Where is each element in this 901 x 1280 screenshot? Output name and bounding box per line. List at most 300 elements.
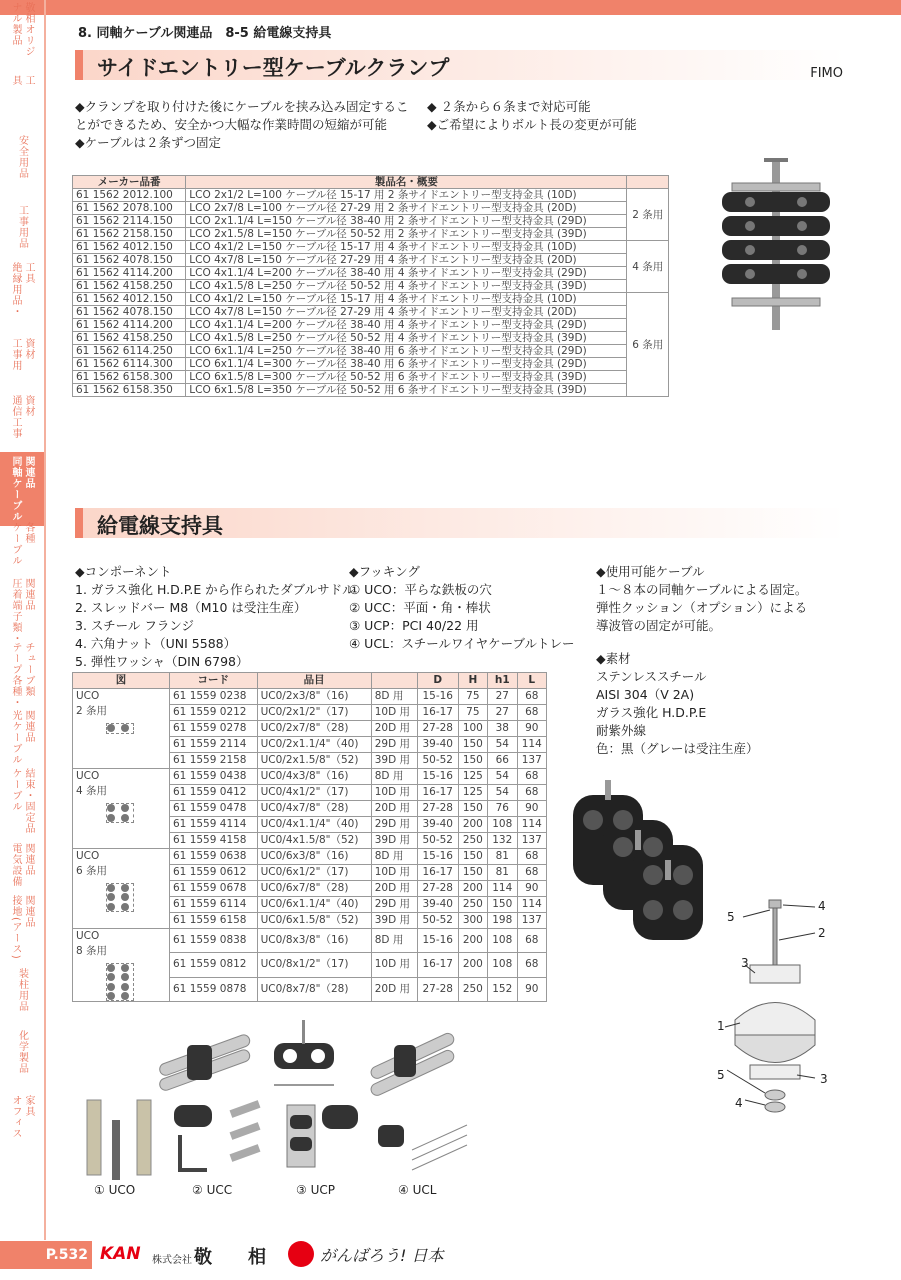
sidebar-item[interactable] xyxy=(0,2,44,57)
sidebar-item-label: テープ各種・ xyxy=(10,642,21,708)
item-cell: UC0/2x1.1/4"（40) xyxy=(257,737,371,753)
part-number-cell: 61 1562 4078.150 xyxy=(73,306,186,319)
part-number-cell: 61 1562 6114.300 xyxy=(73,358,186,371)
part-number-cell: 61 1562 6158.300 xyxy=(73,371,186,384)
description-cell: LCO 6x1.5/8 L=300 ケーブル径 50-52 用 6 条サイドエントリー型支持金具 (39D) xyxy=(186,371,627,384)
component-item: 4. 六角ナット（UNI 5588） xyxy=(75,636,237,651)
d-cell: 39-40 xyxy=(417,817,458,833)
sidebar-item[interactable] xyxy=(0,205,44,249)
material-item: AISI 304（V 2A) xyxy=(596,687,695,702)
page-title: サイドエントリー型ケーブルクランプ xyxy=(97,56,450,80)
h1-cell: 114 xyxy=(488,881,517,897)
sidebar-item[interactable] xyxy=(0,452,44,526)
table-row xyxy=(73,254,669,267)
h-cell: 250 xyxy=(458,833,487,849)
column-header xyxy=(627,176,669,189)
sidebar-item-label: 光ケーブル xyxy=(10,710,21,765)
usable-item: 弾性クッション（オプション）による xyxy=(596,600,808,615)
sidebar-item-label: 工事用 xyxy=(10,338,21,371)
size-cell: 39D 用 xyxy=(371,913,417,929)
sidebar-item-label: 関連品 xyxy=(23,895,34,928)
h1-cell: 150 xyxy=(488,897,517,913)
intro-line: ◆クランプを取り付けた後にケーブルを挟み込み固定するこ xyxy=(75,99,409,114)
size-cell: 29D 用 xyxy=(371,897,417,913)
figure-cell xyxy=(73,849,170,929)
item-cell: UC0/6x7/8"（28) xyxy=(257,881,371,897)
sidebar-item[interactable] xyxy=(0,1095,44,1139)
code-cell: 61 1559 0212 xyxy=(170,705,258,721)
code-cell: 61 1559 0238 xyxy=(170,689,258,705)
table-row xyxy=(73,306,669,319)
size-cell: 10D 用 xyxy=(371,953,417,977)
hook-label-ucc: ② UCC xyxy=(192,1183,233,1197)
d-cell: 16-17 xyxy=(417,785,458,801)
table-row xyxy=(73,929,547,953)
sidebar-item-label: オフィス xyxy=(10,1095,21,1139)
material-block xyxy=(596,650,759,758)
hooking-item: ① UCO：平らな鉄板の穴 xyxy=(349,582,492,597)
company-name: 敬 相 xyxy=(194,1247,266,1268)
table-row xyxy=(73,189,669,202)
code-cell: 61 1559 0278 xyxy=(170,721,258,737)
l-cell: 114 xyxy=(517,897,547,913)
h1-cell: 54 xyxy=(488,769,517,785)
sidebar-item-label: 圧着端子類・ xyxy=(10,578,21,644)
table-row xyxy=(73,267,669,280)
h-cell: 150 xyxy=(458,801,487,817)
d-cell: 50-52 xyxy=(417,833,458,849)
description-cell: LCO 2x1/2 L=100 ケーブル径 15-17 用 2 条サイドエントリー型支持金具 (10D) xyxy=(186,189,627,202)
code-cell: 61 1559 0638 xyxy=(170,849,258,865)
size-cell: 10D 用 xyxy=(371,785,417,801)
group-label-cell: 6 条用 xyxy=(627,293,669,397)
size-cell: 39D 用 xyxy=(371,753,417,769)
description-cell: LCO 4x1.1/4 L=200 ケーブル径 38-40 用 4 条サイドエントリー型支持金具 (29D) xyxy=(186,319,627,332)
code-cell: 61 1559 0812 xyxy=(170,953,258,977)
kan-logo: KAN xyxy=(100,1244,141,1264)
intro-right xyxy=(427,98,637,134)
figure-cell xyxy=(73,769,170,849)
diagram-number: 3 xyxy=(820,1072,828,1086)
table-row xyxy=(73,332,669,345)
item-cell: UC0/2x1.5/8"（52) xyxy=(257,753,371,769)
sidebar-item-label: 工具 xyxy=(23,262,34,284)
code-cell: 61 1559 0678 xyxy=(170,881,258,897)
size-cell: 8D 用 xyxy=(371,769,417,785)
item-cell: UC0/2x1/2"（17) xyxy=(257,705,371,721)
column-header: コード xyxy=(170,673,258,689)
h-cell: 150 xyxy=(458,737,487,753)
sidebar-item-label: 結束・固定品 xyxy=(23,768,34,834)
d-cell: 50-52 xyxy=(417,913,458,929)
sidebar-item[interactable] xyxy=(0,710,44,765)
sidebar-item-label: ナル製品 xyxy=(10,2,21,46)
d-cell: 15-16 xyxy=(417,849,458,865)
l-cell: 137 xyxy=(517,753,547,769)
product-table xyxy=(72,175,669,397)
hook-label-uco: ① UCO xyxy=(94,1183,136,1197)
h1-cell: 38 xyxy=(488,721,517,737)
hook-label-ucl: ④ UCL xyxy=(398,1183,437,1197)
description-cell: LCO 6x1.5/8 L=350 ケーブル径 50-52 用 6 条サイドエントリー型支持金具 (39D) xyxy=(186,384,627,397)
code-cell: 61 1559 0478 xyxy=(170,801,258,817)
component-item: 1. ガラス強化 H.D.P.E から作られたダブルサドル xyxy=(75,582,355,597)
figure-cell xyxy=(73,689,170,769)
h-cell: 125 xyxy=(458,785,487,801)
figure-count-label: 4 条用 xyxy=(76,785,108,797)
sidebar-item[interactable] xyxy=(0,75,44,86)
h1-cell: 198 xyxy=(488,913,517,929)
d-cell: 16-17 xyxy=(417,705,458,721)
description-cell: LCO 6x1.1/4 L=300 ケーブル径 38-40 用 6 条サイドエントリー型支持金具 (29D) xyxy=(186,358,627,371)
intro-left xyxy=(75,98,409,152)
size-cell: 8D 用 xyxy=(371,929,417,953)
figure-count-label: 8 条用 xyxy=(76,945,108,957)
item-cell: UC0/8x3/8"（16) xyxy=(257,929,371,953)
diagram-number: 1 xyxy=(717,1019,725,1033)
sidebar-item[interactable] xyxy=(0,262,44,317)
l-cell: 68 xyxy=(517,929,547,953)
figure-count-label: 2 条用 xyxy=(76,705,108,717)
clamp-drawing-icon xyxy=(106,883,134,912)
part-number-cell: 61 1562 2158.150 xyxy=(73,228,186,241)
code-cell: 61 1559 2158 xyxy=(170,753,258,769)
group-label-cell: 2 条用 xyxy=(627,189,669,241)
code-cell: 61 1559 0612 xyxy=(170,865,258,881)
size-cell: 10D 用 xyxy=(371,865,417,881)
table-row xyxy=(73,202,669,215)
diagram-number: 5 xyxy=(727,910,735,924)
part-number-cell: 61 1562 4012.150 xyxy=(73,293,186,306)
table-row xyxy=(73,849,547,865)
sidebar-item-label: ケーブル xyxy=(10,522,21,566)
size-cell: 8D 用 xyxy=(371,849,417,865)
sidebar-item[interactable] xyxy=(0,522,44,566)
column-header: h1 xyxy=(488,673,517,689)
material-item: 耐紫外線 xyxy=(596,723,647,738)
sidebar-item[interactable] xyxy=(0,968,44,1012)
component-item: 5. 弾性ワッシャ（DIN 6798） xyxy=(75,654,249,669)
hooking-item: ④ UCL：スチールワイヤケーブルトレー xyxy=(349,636,575,651)
intro-line: ◆ご希望によりボルト長の変更が可能 xyxy=(427,117,637,132)
part-number-cell: 61 1562 4158.250 xyxy=(73,280,186,293)
h1-cell: 27 xyxy=(488,689,517,705)
code-cell: 61 1559 0878 xyxy=(170,977,258,1001)
size-cell: 20D 用 xyxy=(371,977,417,1001)
sidebar-item-label: 敬相オリジ xyxy=(23,2,34,57)
section-title: 給電線支持具 xyxy=(97,514,223,538)
clamp-drawing-icon xyxy=(106,963,134,1001)
h-cell: 300 xyxy=(458,913,487,929)
l-cell: 90 xyxy=(517,721,547,737)
section-title-bar-1 xyxy=(75,50,845,80)
code-cell: 61 1559 2114 xyxy=(170,737,258,753)
diagram-number: 3 xyxy=(741,956,749,970)
clamp-drawing-icon xyxy=(106,803,134,823)
group-label-cell: 4 条用 xyxy=(627,241,669,293)
sidebar-item[interactable] xyxy=(0,895,44,960)
table-row xyxy=(73,215,669,228)
clamp-drawing-icon xyxy=(106,723,134,734)
code-cell: 61 1559 4114 xyxy=(170,817,258,833)
d-cell: 15-16 xyxy=(417,929,458,953)
d-cell: 39-40 xyxy=(417,897,458,913)
sidebar-item-label: 工事用品 xyxy=(16,205,28,249)
hooking-item: ③ UCP：PCI 40/22 用 xyxy=(349,618,479,633)
h1-cell: 27 xyxy=(488,705,517,721)
intro-line: とができるため、安全かつ大幅な作業時間の短縮が可能 xyxy=(75,117,388,132)
part-number-cell: 61 1562 4158.250 xyxy=(73,332,186,345)
lco-clamp-photo xyxy=(712,158,840,330)
description-cell: LCO 4x7/8 L=150 ケーブル径 27-29 用 4 条サイドエントリー型支持金具 (20D) xyxy=(186,306,627,319)
h1-cell: 81 xyxy=(488,865,517,881)
table-header-row xyxy=(73,176,669,189)
company-prefix: 株式会社 xyxy=(152,1255,192,1266)
sidebar-item-label: 同軸ケーブル xyxy=(10,456,21,522)
sidebar-divider xyxy=(44,0,46,1240)
l-cell: 68 xyxy=(517,689,547,705)
sidebar-item-label: 接地(アース) xyxy=(10,895,21,960)
table-header-row xyxy=(73,673,547,689)
column-header: 図 xyxy=(73,673,170,689)
part-number-cell: 61 1562 4078.150 xyxy=(73,254,186,267)
breadcrumb: 8. 同軸ケーブル関連品 8-5 給電線支持具 xyxy=(78,26,332,41)
size-cell: 8D 用 xyxy=(371,689,417,705)
title-accent xyxy=(75,508,83,538)
table-row xyxy=(73,689,547,705)
column-header: L xyxy=(517,673,547,689)
size-cell: 10D 用 xyxy=(371,705,417,721)
column-header: 品目 xyxy=(257,673,371,689)
spec-table xyxy=(72,672,547,1002)
d-cell: 15-16 xyxy=(417,689,458,705)
column-header: 製品名・概要 xyxy=(186,176,627,189)
description-cell: LCO 4x1.1/4 L=200 ケーブル径 38-40 用 4 条サイドエントリー型支持金具 (29D) xyxy=(186,267,627,280)
diagram-number: 4 xyxy=(735,1096,743,1110)
sidebar-item-label: 関連品 xyxy=(23,456,34,489)
d-cell: 27-28 xyxy=(417,881,458,897)
figure-type-label: UCO xyxy=(76,690,100,702)
description-cell: LCO 6x1.1/4 L=250 ケーブル径 38-40 用 6 条サイドエントリー型支持金具 (29D) xyxy=(186,345,627,358)
sidebar-item[interactable] xyxy=(0,768,44,834)
l-cell: 68 xyxy=(517,705,547,721)
description-cell: LCO 2x1.5/8 L=150 ケーブル径 50-52 用 2 条サイドエントリー型支持金具 (39D) xyxy=(186,228,627,241)
part-number-cell: 61 1562 2012.100 xyxy=(73,189,186,202)
sidebar-item[interactable] xyxy=(0,642,44,708)
sakura-icon xyxy=(288,1241,314,1267)
h-cell: 100 xyxy=(458,721,487,737)
diagram-number: 5 xyxy=(717,1068,725,1082)
hooking-heading: ◆フッキング xyxy=(349,564,420,579)
uco-stack-photo xyxy=(563,775,708,950)
item-cell: UC0/6x1.1/4"（40) xyxy=(257,897,371,913)
h1-cell: 81 xyxy=(488,849,517,865)
l-cell: 68 xyxy=(517,953,547,977)
hooking-block xyxy=(349,563,575,653)
sidebar-item-label: 資材 xyxy=(23,338,34,360)
sidebar-item-label: 電気設備 xyxy=(10,843,21,887)
description-cell: LCO 4x7/8 L=150 ケーブル径 27-29 用 4 条サイドエントリー型支持金具 (20D) xyxy=(186,254,627,267)
sidebar-item-label: 絶縁用品・ xyxy=(10,262,21,317)
part-number-cell: 61 1562 4012.150 xyxy=(73,241,186,254)
table-row xyxy=(73,241,669,254)
item-cell: UC0/4x1.5/8"（52) xyxy=(257,833,371,849)
sidebar-item-label: 装柱用品 xyxy=(16,968,28,1012)
sidebar-item-label: 関連品 xyxy=(23,710,34,743)
h-cell: 150 xyxy=(458,865,487,881)
sidebar-item[interactable] xyxy=(0,1030,44,1074)
size-cell: 29D 用 xyxy=(371,737,417,753)
h-cell: 200 xyxy=(458,929,487,953)
l-cell: 68 xyxy=(517,785,547,801)
table-row xyxy=(73,384,669,397)
sidebar-item-label: 安全用品 xyxy=(16,135,28,179)
usable-cable-block xyxy=(596,563,807,635)
l-cell: 90 xyxy=(517,881,547,897)
components-heading: ◆コンポーネント xyxy=(75,564,172,579)
h-cell: 75 xyxy=(458,705,487,721)
h-cell: 75 xyxy=(458,689,487,705)
description-cell: LCO 4x1/2 L=150 ケーブル径 15-17 用 4 条サイドエントリー型支持金具 (10D) xyxy=(186,241,627,254)
table-row xyxy=(73,293,669,306)
sidebar-item[interactable] xyxy=(0,578,44,644)
h-cell: 125 xyxy=(458,769,487,785)
hooking-illustrations xyxy=(82,1015,472,1185)
l-cell: 137 xyxy=(517,833,547,849)
table-row xyxy=(73,769,547,785)
figure-type-label: UCO xyxy=(76,850,100,862)
sidebar-item-label: 各種 xyxy=(23,522,34,544)
item-cell: UC0/6x1.5/8"（52) xyxy=(257,913,371,929)
description-cell: LCO 4x1/2 L=150 ケーブル径 15-17 用 4 条サイドエントリー型支持金具 (10D) xyxy=(186,293,627,306)
table-row xyxy=(73,280,669,293)
intro-line: ◆ ２条から６条まで対応可能 xyxy=(427,99,591,114)
h1-cell: 54 xyxy=(488,737,517,753)
code-cell: 61 1559 0412 xyxy=(170,785,258,801)
part-number-cell: 61 1562 6158.350 xyxy=(73,384,186,397)
usable-heading: ◆使用可能ケーブル xyxy=(596,564,705,579)
item-cell: UC0/8x7/8"（28) xyxy=(257,977,371,1001)
size-cell: 20D 用 xyxy=(371,721,417,737)
table-row xyxy=(73,358,669,371)
material-item: ガラス強化 H.D.P.E xyxy=(596,705,707,720)
sidebar-item[interactable] xyxy=(0,135,44,179)
item-cell: UC0/8x1/2"（17) xyxy=(257,953,371,977)
diagram-number: 2 xyxy=(818,926,826,940)
description-cell: LCO 2x1.1/4 L=150 ケーブル径 38-40 用 2 条サイドエントリー型支持金具 (29D) xyxy=(186,215,627,228)
sidebar-item-label: 具 xyxy=(10,75,21,86)
item-cell: UC0/2x7/8"（28) xyxy=(257,721,371,737)
h1-cell: 108 xyxy=(488,817,517,833)
size-cell: 39D 用 xyxy=(371,833,417,849)
table-row xyxy=(73,228,669,241)
item-cell: UC0/4x3/8"（16) xyxy=(257,769,371,785)
h1-cell: 54 xyxy=(488,785,517,801)
size-cell: 29D 用 xyxy=(371,817,417,833)
column-header: H xyxy=(458,673,487,689)
item-cell: UC0/6x3/8"（16) xyxy=(257,849,371,865)
size-cell: 20D 用 xyxy=(371,881,417,897)
sidebar-item-label: 家具 xyxy=(23,1095,34,1117)
l-cell: 68 xyxy=(517,865,547,881)
column-header xyxy=(371,673,417,689)
d-cell: 16-17 xyxy=(417,953,458,977)
components-block xyxy=(75,563,355,671)
l-cell: 68 xyxy=(517,769,547,785)
item-cell: UC0/4x1.1/4"（40) xyxy=(257,817,371,833)
code-cell: 61 1559 0838 xyxy=(170,929,258,953)
description-cell: LCO 4x1.5/8 L=250 ケーブル径 50-52 用 4 条サイドエントリー型支持金具 (39D) xyxy=(186,332,627,345)
code-cell: 61 1559 6114 xyxy=(170,897,258,913)
part-number-cell: 61 1562 6114.250 xyxy=(73,345,186,358)
d-cell: 27-28 xyxy=(417,977,458,1001)
diagram-number: 4 xyxy=(818,899,826,913)
d-cell: 50-52 xyxy=(417,753,458,769)
column-header: メーカー品番 xyxy=(73,176,186,189)
h-cell: 200 xyxy=(458,817,487,833)
d-cell: 27-28 xyxy=(417,721,458,737)
d-cell: 15-16 xyxy=(417,769,458,785)
description-cell: LCO 4x1.5/8 L=250 ケーブル径 50-52 用 4 条サイドエントリー型支持金具 (39D) xyxy=(186,280,627,293)
table-row xyxy=(73,371,669,384)
figure-type-label: UCO xyxy=(76,930,100,942)
h-cell: 200 xyxy=(458,881,487,897)
sidebar-item-label: 関連品 xyxy=(23,578,34,611)
code-cell: 61 1559 6158 xyxy=(170,913,258,929)
material-item: 色：黒（グレーは受注生産） xyxy=(596,741,759,756)
figure-type-label: UCO xyxy=(76,770,100,782)
item-cell: UC0/4x7/8"（28) xyxy=(257,801,371,817)
material-heading: ◆素材 xyxy=(596,651,631,666)
item-cell: UC0/6x1/2"（17) xyxy=(257,865,371,881)
part-number-cell: 61 1562 2078.100 xyxy=(73,202,186,215)
material-item: ステンレススチール xyxy=(596,669,707,684)
d-cell: 27-28 xyxy=(417,801,458,817)
sidebar-item[interactable] xyxy=(0,338,44,371)
l-cell: 90 xyxy=(517,801,547,817)
h-cell: 250 xyxy=(458,897,487,913)
code-cell: 61 1559 4158 xyxy=(170,833,258,849)
sidebar-item-label: 工 xyxy=(23,75,34,86)
h1-cell: 132 xyxy=(488,833,517,849)
part-number-cell: 61 1562 4114.200 xyxy=(73,267,186,280)
h-cell: 200 xyxy=(458,953,487,977)
section-title-bar-2 xyxy=(75,508,845,538)
h1-cell: 108 xyxy=(488,929,517,953)
l-cell: 114 xyxy=(517,737,547,753)
sidebar-item-label: 資材 xyxy=(23,395,34,417)
sidebar-item[interactable] xyxy=(0,395,44,439)
sidebar-item[interactable] xyxy=(0,843,44,887)
table-row xyxy=(73,319,669,332)
l-cell: 114 xyxy=(517,817,547,833)
figure-cell xyxy=(73,929,170,1002)
top-color-bar xyxy=(0,0,901,15)
h-cell: 150 xyxy=(458,849,487,865)
item-cell: UC0/4x1/2"（17) xyxy=(257,785,371,801)
hooking-item: ② UCC：平面・角・棒状 xyxy=(349,600,491,615)
title-accent xyxy=(75,50,83,80)
size-cell: 20D 用 xyxy=(371,801,417,817)
slogan: がんばろう! 日本 xyxy=(320,1246,444,1265)
table-row xyxy=(73,345,669,358)
component-item: 3. スチール フランジ xyxy=(75,618,195,633)
code-cell: 61 1559 0438 xyxy=(170,769,258,785)
h1-cell: 108 xyxy=(488,953,517,977)
brand-name: FIMO xyxy=(810,66,843,81)
page-number: P.532 xyxy=(0,1241,92,1269)
d-cell: 39-40 xyxy=(417,737,458,753)
